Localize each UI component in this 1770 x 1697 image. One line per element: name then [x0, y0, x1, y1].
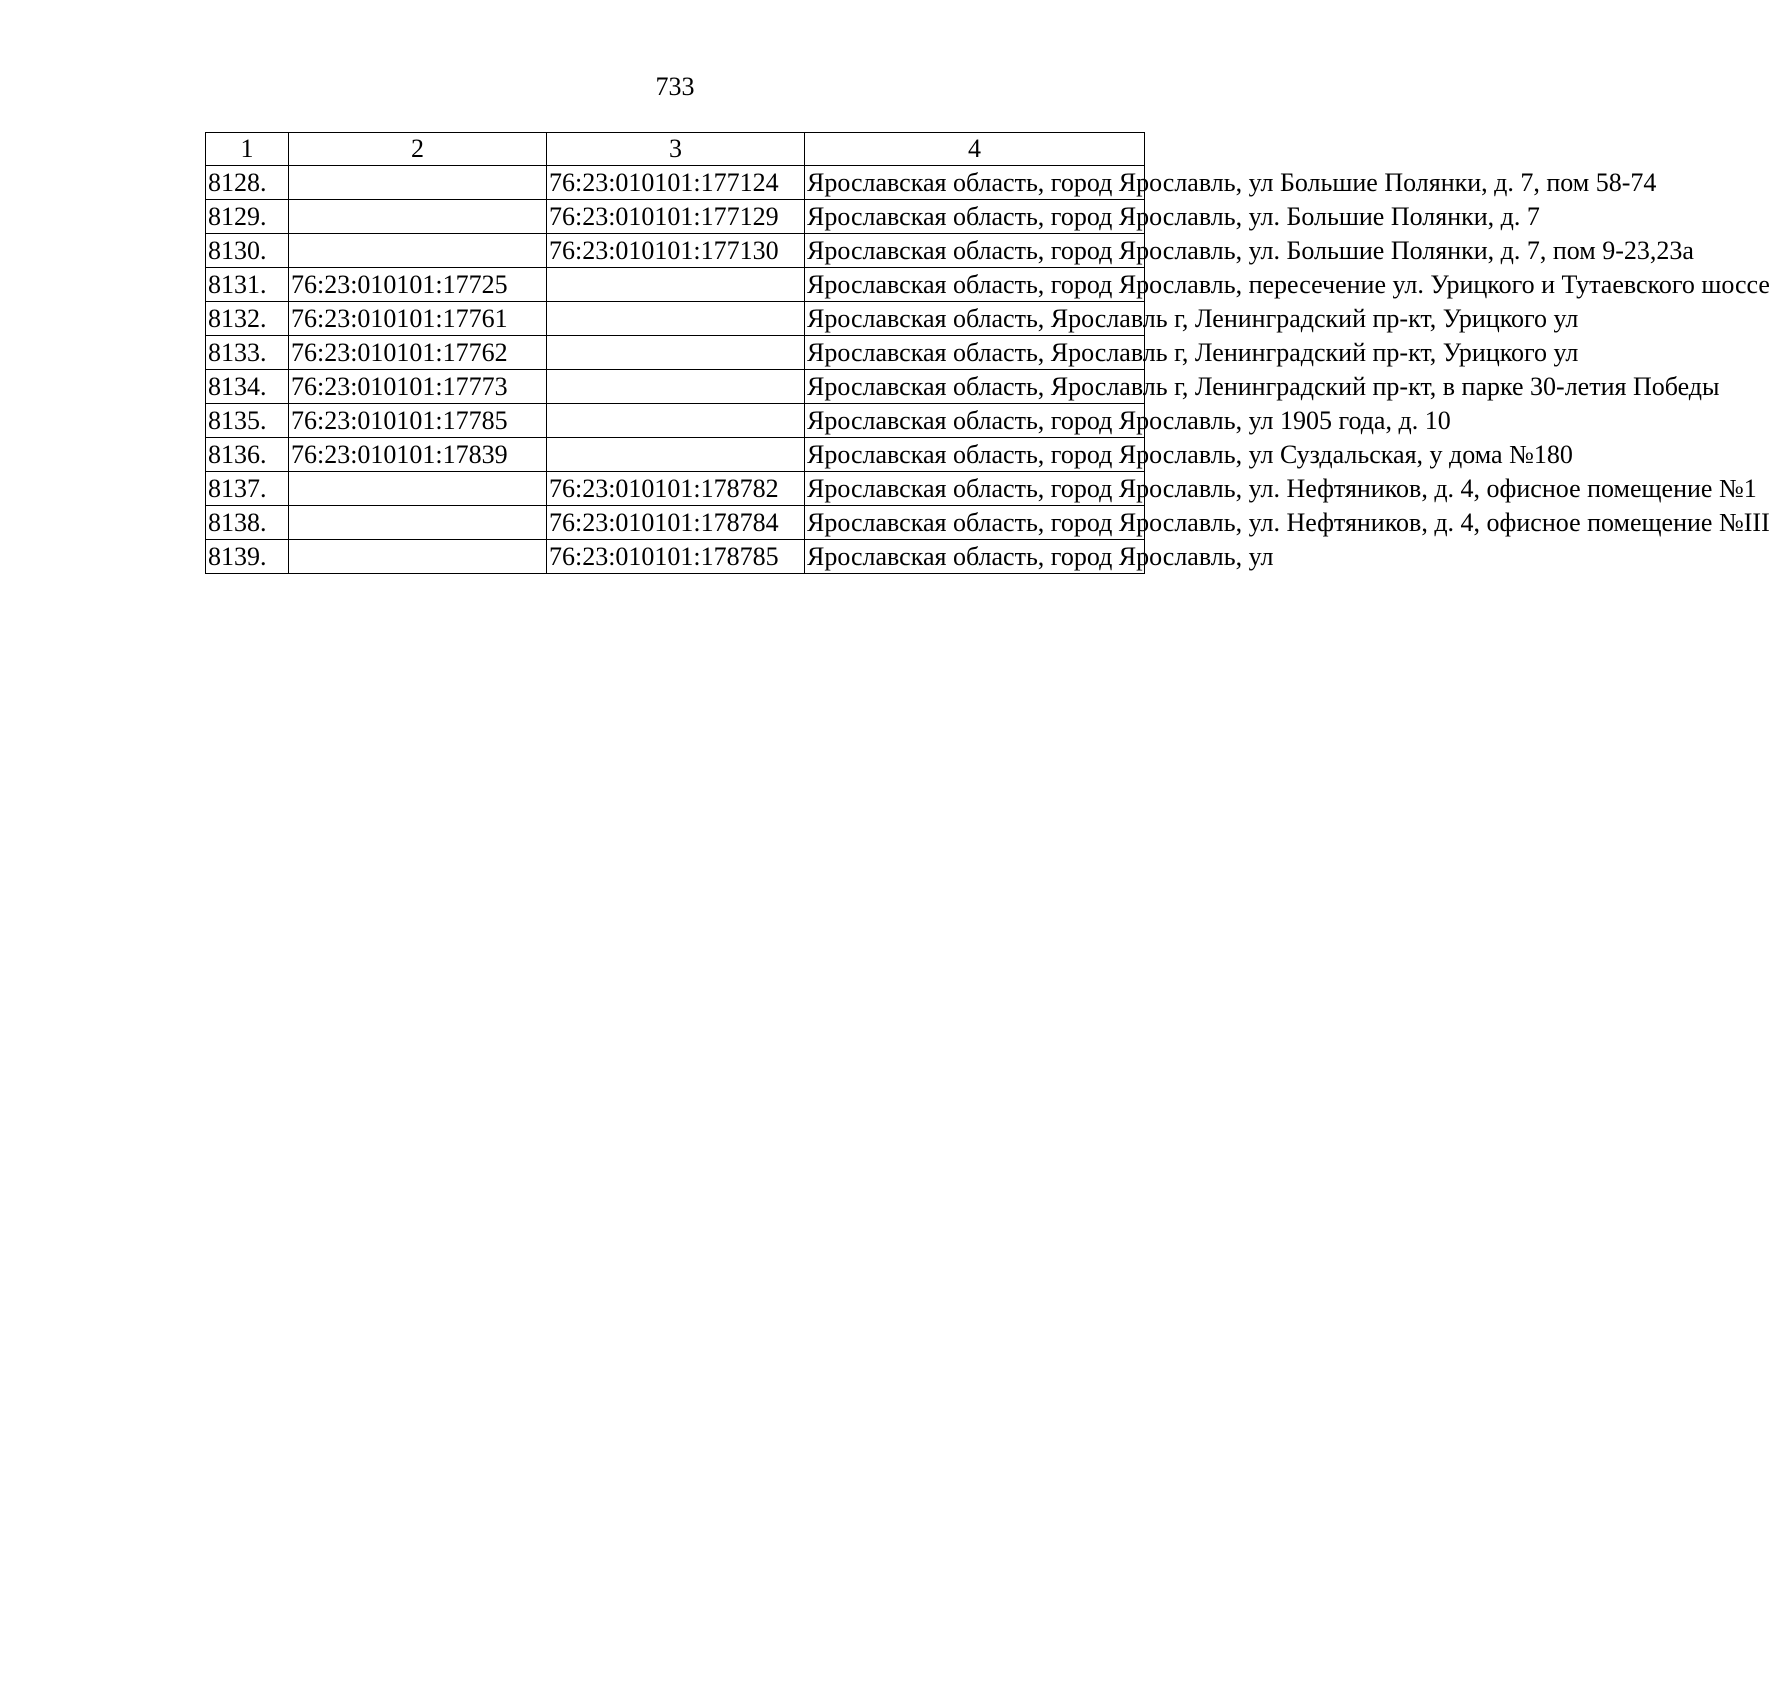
column-header-1: 1: [206, 133, 289, 166]
cadastral-number-cell: 76:23:010101:17785: [288, 404, 546, 438]
table-row: [206, 370, 1145, 404]
address-cell: Ярославская область, город Ярославль, ул. Нефтяников, д. 4, офисное помещение №1: [805, 472, 1145, 506]
row-number-cell: 8139.: [206, 540, 289, 574]
table-row: [206, 166, 1145, 200]
table-row: [206, 234, 1145, 268]
row-number-cell: 8138.: [206, 506, 289, 540]
row-number-cell: 8134.: [206, 370, 289, 404]
page-number: 733: [655, 72, 695, 101]
cadastral-number-cell: 76:23:010101:17773: [288, 370, 546, 404]
row-number-cell: 8137.: [206, 472, 289, 506]
cadastral-number-cell: [288, 472, 546, 506]
room-cadastral-number-cell: [546, 404, 804, 438]
table-row: [206, 302, 1145, 336]
address-cell: Ярославская область, город Ярославль, ул. Большие Полянки, д. 7, пом 9-23,23а: [805, 234, 1145, 268]
address-cell: Ярославская область, город Ярославль, пересечение ул. Урицкого и Тутаевского шоссе: [805, 268, 1145, 302]
room-cadastral-number-cell: [546, 268, 804, 302]
cadastral-number-cell: [288, 200, 546, 234]
address-cell: Ярославская область, город Ярославль, ул Большие Полянки, д. 7, пом 58-74: [805, 166, 1145, 200]
row-number-cell: 8129.: [206, 200, 289, 234]
row-number-cell: 8131.: [206, 268, 289, 302]
room-cadastral-number-cell: 76:23:010101:178785: [546, 540, 804, 574]
room-cadastral-number-cell: 76:23:010101:177129: [546, 200, 804, 234]
table-row: [206, 200, 1145, 234]
table-row: [206, 268, 1145, 302]
room-cadastral-number-cell: 76:23:010101:177124: [546, 166, 804, 200]
cadastral-number-cell: 76:23:010101:17761: [288, 302, 546, 336]
address-cell: Ярославская область, город Ярославль, ул. Нефтяников, д. 4, офисное помещение №III: [805, 506, 1145, 540]
cadastral-number-cell: 76:23:010101:17725: [288, 268, 546, 302]
room-cadastral-number-cell: 76:23:010101:177130: [546, 234, 804, 268]
address-cell: Ярославская область, город Ярославль, ул: [805, 540, 1145, 574]
cadastral-number-cell: 76:23:010101:17762: [288, 336, 546, 370]
cadastral-number-cell: [288, 540, 546, 574]
address-cell: Ярославская область, Ярославль г, Ленинградский пр-кт, Урицкого ул: [805, 336, 1145, 370]
room-cadastral-number-cell: 76:23:010101:178784: [546, 506, 804, 540]
room-cadastral-number-cell: [546, 370, 804, 404]
column-header-2: 2: [288, 133, 546, 166]
table-row: [206, 438, 1145, 472]
table-row: [206, 472, 1145, 506]
cadastral-number-cell: [288, 166, 546, 200]
cadastral-number-cell: [288, 234, 546, 268]
table-row: [206, 506, 1145, 540]
column-header-3: 3: [546, 133, 804, 166]
address-cell: Ярославская область, Ярославль г, Ленинградский пр-кт, Урицкого ул: [805, 302, 1145, 336]
cadastral-number-cell: [288, 506, 546, 540]
table-row: [206, 540, 1145, 574]
row-number-cell: 8128.: [206, 166, 289, 200]
row-number-cell: 8135.: [206, 404, 289, 438]
cadastral-number-cell: 76:23:010101:17839: [288, 438, 546, 472]
room-cadastral-number-cell: 76:23:010101:178782: [546, 472, 804, 506]
room-cadastral-number-cell: [546, 302, 804, 336]
address-cell: Ярославская область, Ярославль г, Ленинградский пр-кт, в парке 30-летия Победы: [805, 370, 1145, 404]
row-number-cell: 8130.: [206, 234, 289, 268]
row-number-cell: 8132.: [206, 302, 289, 336]
registry-table: [205, 132, 1770, 574]
room-cadastral-number-cell: [546, 336, 804, 370]
table-row: [206, 404, 1145, 438]
column-header-4: 4: [805, 133, 1145, 166]
row-number-cell: 8136.: [206, 438, 289, 472]
address-cell: Ярославская область, город Ярославль, ул 1905 года, д. 10: [805, 404, 1145, 438]
address-cell: Ярославская область, город Ярославль, ул Суздальская, у дома №180: [805, 438, 1145, 472]
header-row: [206, 133, 1145, 166]
table-row: [206, 336, 1145, 370]
row-number-cell: 8133.: [206, 336, 289, 370]
room-cadastral-number-cell: [546, 438, 804, 472]
address-cell: Ярославская область, город Ярославль, ул. Большие Полянки, д. 7: [805, 200, 1145, 234]
